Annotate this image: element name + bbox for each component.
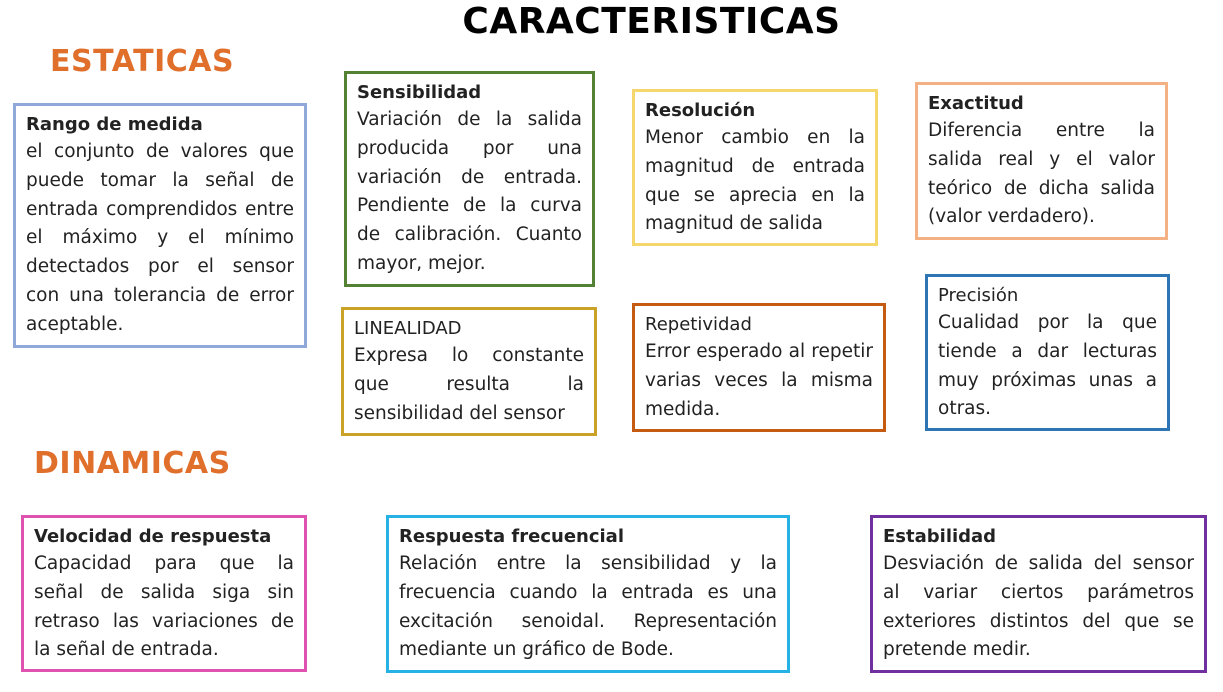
box-exactitud-text: Diferencia entre la salida real y el valor teórico de dicha salida (valor verdadero). (928, 120, 1155, 228)
box-rango-text: el conjunto de valores que puede tomar la señal de entrada comprendidos entre el máximo y el mínimo detectados por el sensor con una tolerancia de error aceptable. (26, 141, 294, 335)
box-velocidad-text: Capacidad para que la señal de salida siga sin retraso las variaciones de la señal de entrada. (34, 553, 294, 661)
box-repetividad-heading: Repetividad (645, 314, 752, 335)
box-sensibilidad-text: Variación de la salida producida por una variación de entrada. Pendiente de la curva de calibración. Cuanto mayor, mejor. (357, 109, 582, 274)
box-repetividad (632, 303, 886, 432)
box-linealidad-heading: LINEALIDAD (354, 318, 462, 339)
box-linealidad-text: Expresa lo constante que resulta la sensibilidad del sensor (354, 345, 584, 424)
box-precision-heading: Precisión (938, 285, 1019, 306)
box-exactitud (915, 82, 1168, 240)
box-resolucion-text: Menor cambio en la magnitud de entrada que se aprecia en la magnitud de salida (645, 127, 865, 235)
box-velocidad-heading: Velocidad de respuesta (34, 526, 272, 547)
box-rango-heading: Rango de medida (26, 114, 203, 135)
box-frecuencial-heading: Respuesta frecuencial (399, 526, 624, 547)
box-estabilidad (870, 515, 1207, 673)
page-title: CARACTERISTICAS (462, 1, 841, 42)
box-estabilidad-heading: Estabilidad (883, 526, 997, 547)
box-exactitud-heading: Exactitud (928, 93, 1024, 114)
box-resolucion (632, 89, 878, 246)
box-linealidad (341, 307, 597, 436)
box-respuesta-frecuencial (386, 515, 790, 673)
box-resolucion-heading: Resolución (645, 100, 756, 121)
box-repetividad-text: Error esperado al repetir varias veces la misma medida. (645, 341, 873, 420)
box-precision-text: Cualidad por la que tiende a dar lecturas muy próximas unas a otras. (938, 312, 1157, 420)
section-estaticas-heading: ESTATICAS (50, 44, 235, 79)
box-sensibilidad (344, 71, 595, 287)
section-dinamicas-heading: DINAMICAS (34, 446, 231, 481)
box-precision (925, 274, 1170, 431)
box-estabilidad-text: Desviación de salida del sensor al variar ciertos parámetros exteriores distintos del que se pretende medir. (883, 553, 1194, 661)
box-sensibilidad-heading: Sensibilidad (357, 82, 482, 103)
box-velocidad-de-respuesta (21, 515, 307, 672)
box-frecuencial-text: Relación entre la sensibilidad y la frecuencia cuando la entrada es una excitación senoidal. Representación mediante un gráfico de Bode. (399, 553, 777, 661)
box-rango-de-medida (13, 103, 307, 348)
